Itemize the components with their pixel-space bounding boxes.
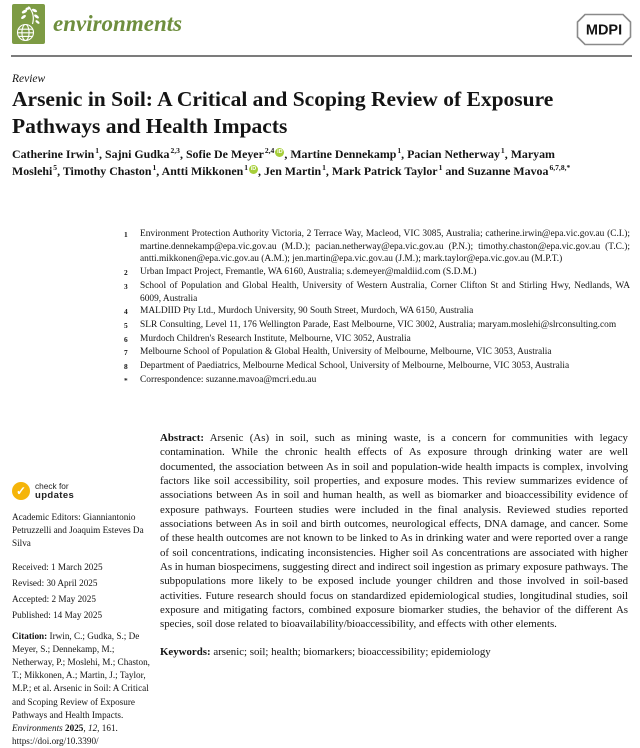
affiliation: 7 Melbourne School of Population & Global Health, University of Melbourne, Melbourne, VIC 3053, Australia [124, 347, 552, 358]
author: Antti Mikkonen$^1$ iD , [161, 163, 261, 179]
affiliation: 4 MALDIID Pty Ltd., Murdoch University, 90 South Street, Murdoch, WA 6150, Australia [124, 306, 474, 317]
history-dates [12, 559, 152, 623]
journal-logo[interactable] [12, 4, 45, 44]
affiliation: 1 Environment Protection Authority Victoria, 2 Terrace Way, Macleod, VIC 3085, Australia; catherine.irwin@epa.vic.gov.au (C.I.); martine.dennekamp@epa.vic.gov.au (M.D.); pacian.netherway@epa.vic.gov.au (P.N.); timothy.chaston@epa.vic.gov.au (T.C.); antti.mikkonen@epa.vic.gov.au (A.M.); jen.martin@epa.vic.gov.au (J.M.); mark.taylor@epa.vic.gov.au (M.P.T.) [124, 229, 630, 265]
abstract-column [160, 431, 628, 659]
abstract-label: Abstract: [160, 432, 204, 444]
header-divider [11, 55, 632, 57]
author: Jen Martin$^1$, [263, 163, 329, 179]
abstract [160, 431, 628, 632]
revised-date: Revised: 30 April 2025 [12, 577, 98, 588]
page-title: Arsenic in Soil: A Critical and Scoping Review of Exposure Pathways and Health Impacts [12, 87, 554, 138]
check-badge-line2: updates [35, 489, 75, 501]
author: Sajni Gudka$^{2,3}$, [105, 146, 183, 161]
doi-link[interactable]: https://doi.org/10.3390/ [12, 736, 99, 747]
author: Maryam Moslehi$^5$, [12, 147, 555, 179]
author: and Suzanne Mavoa$^{6,7,8,*}$ [445, 163, 571, 179]
author: Timothy Chaston$^1$, [62, 163, 160, 179]
orcid-icon[interactable]: iD [250, 166, 257, 173]
margin-sidebar [12, 481, 152, 748]
received-date: Received: 1 March 2025 [12, 561, 103, 572]
accepted-date: Accepted: 2 May 2025 [12, 593, 96, 604]
article-type-label: Review [12, 73, 46, 85]
globe-sprout-icon [12, 4, 45, 44]
affiliation: 6 Murdoch Children's Research Institute, Melbourne, VIC 3052, Australia [124, 333, 411, 344]
published-date: Published: 14 May 2025 [12, 609, 103, 620]
check-icon: ✓ [12, 482, 30, 500]
affiliation: 2 Urban Impact Project, Fremantle, WA 6160, Australia; s.demeyer@maldiid.com (S.D.M.) [124, 267, 477, 278]
svg-text:MDPI: MDPI [585, 22, 623, 39]
mdpi-hexagon-icon [576, 13, 632, 46]
keywords-text: arsenic; soil; health; biomarkers; bioaccessibility; epidemiology [213, 645, 491, 658]
keywords-label: Keywords: [160, 645, 211, 658]
affiliation-list [124, 228, 630, 387]
affiliation: 3 School of Population and Global Health, University of Western Australia, Corner Clifton St and Stirling Hwy, Nedlands, WA 6009, Australia [124, 280, 630, 304]
affiliation-correspondence: * Correspondence: suzanne.mavoa@mcri.edu.au [124, 374, 317, 385]
author: Catherine Irwin$^1$, [12, 146, 103, 161]
affiliation: 8 Department of Paediatrics, Melbourne Medical School, University of Melbourne, Melbourne, VIC 3053, Australia [124, 361, 570, 372]
citation: Citation: Irwin, C.; Gudka, S.; De Meyer, S.; Dennekamp, M.; Netherway, P.; Moslehi, M.; Chaston, T.; Mikkonen, A.; Martin, J.; Taylor, M.P.; et al. Arsenic in Soil: A Critical and Scoping Review of Exposure Pathways and Health Impacts. Environments 2025, 12, 161. [12, 630, 150, 734]
author: Sofie De Meyer$^{2,4}$ iD , [185, 146, 288, 161]
author: Mark Patrick Taylor$^1$ [331, 163, 443, 179]
journal-name: environments [53, 11, 183, 36]
author: Martine Dennekamp$^1$, [290, 146, 405, 161]
orcid-icon[interactable]: iD [277, 149, 283, 156]
keywords [160, 645, 628, 659]
author-list [12, 146, 604, 181]
check-for-updates-badge[interactable] [12, 481, 152, 501]
check-badge-line1: check for [35, 480, 69, 491]
author: Pacian Netherway$^1$, [407, 146, 508, 161]
academic-editors: Academic Editors: Gianniantonio Petruzzelli and Joaquim Esteves Da Silva [12, 512, 144, 549]
abstract-text: Arsenic (As) in soil, such as mining waste, is a concern for communities with legacy contamination. While the chronic health effects of As exposure through drinking water are well documented, the association between As in soil and population-wide health impacts is complex, involving factors like soil accessibility, soil properties, and exposure modes. This review summarizes evidence of associations between As in soil and human health, as well as biomarker and bioaccessibility evidence of exposure pathways. Fourteen studies were included in the final analysis. Reviewed studies reported associations between As in soil and birth outcomes, neurological effects, DNA damage, and cancer. Some of these health outcomes are not known to be linked to As in drinking water and were reported over a range of soil concentrations, indicating inconsistencies. Higher soil As concentrations are associated with higher As in human biospecimens, suggesting direct and indirect soil ingestion as primary exposure pathways. The subpopulations more likely to be exposed include younger children and those involved in soil-based activities. Future research should focus on standardized epidemiological studies, longitudinal studies, soil exposure and mitigating factors, combined exposure biomarker studies, the behavior of the different As species, soil dose related to bioavailability/bioaccessibility, and effects with other elements. [160, 432, 628, 631]
affiliation: 5 SLR Consulting, Level 11, 176 Wellington Parade, East Melbourne, VIC 3002, Australia; maryam.moslehi@slrconsulting.com [124, 319, 617, 330]
mdpi-logo[interactable] [576, 13, 632, 46]
